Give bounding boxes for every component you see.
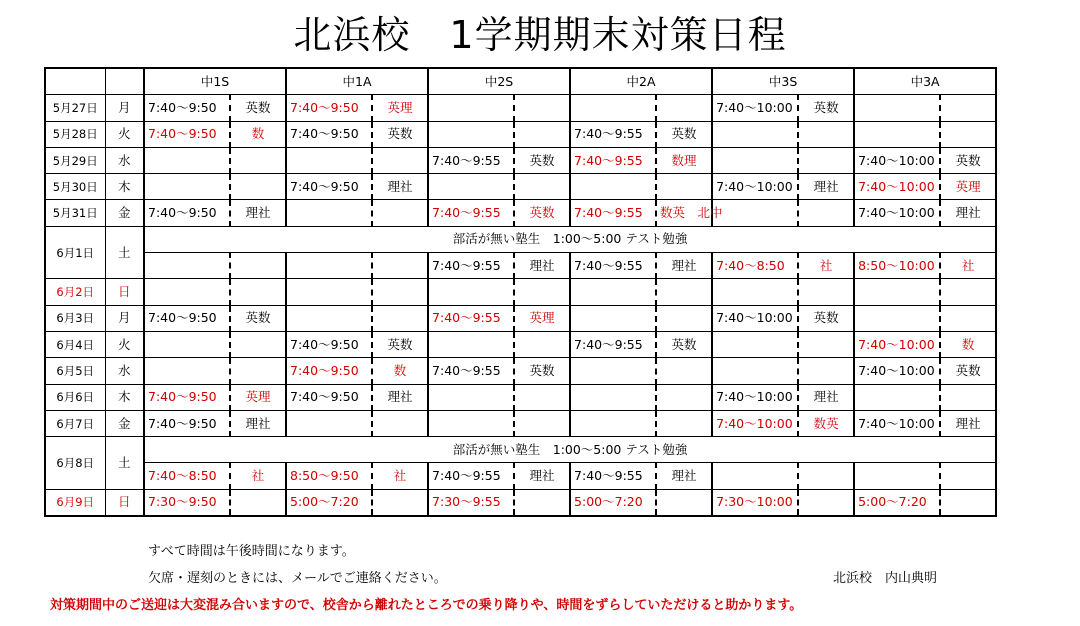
session-time: 7:40～10:00	[854, 174, 940, 200]
session-time: 7:40～9:50	[286, 174, 372, 200]
session-time	[286, 147, 372, 173]
session-time: 7:40～9:50	[144, 121, 230, 147]
session-time: 7:40～9:50	[286, 95, 372, 121]
session-subject	[372, 305, 428, 331]
session-subject	[230, 358, 286, 384]
session-subject: 数	[372, 358, 428, 384]
session-subject: 理社	[656, 463, 712, 489]
session-subject	[514, 489, 570, 516]
table-row	[45, 410, 996, 436]
session-time: 7:40～9:50	[144, 305, 230, 331]
table-row	[45, 253, 996, 279]
session-time: 7:40～8:50	[712, 253, 798, 279]
session-time: 7:40～10:00	[854, 331, 940, 357]
session-time: 7:40～10:00	[712, 305, 798, 331]
session-time: 7:40～9:55	[428, 200, 514, 226]
session-subject	[940, 305, 996, 331]
session-subject	[940, 279, 996, 305]
session-subject: 理社	[798, 174, 854, 200]
session-subject	[798, 463, 854, 489]
session-subject: 社	[372, 463, 428, 489]
session-time: 7:40～9:55	[428, 358, 514, 384]
session-subject	[372, 279, 428, 305]
header-class: 中1A	[286, 68, 428, 95]
header-class: 中2A	[570, 68, 712, 95]
header-blank	[45, 68, 105, 95]
session-time: 5:00～7:20	[854, 489, 940, 516]
row-weekday: 火	[105, 121, 144, 147]
session-time	[854, 384, 940, 410]
row-date: 5月31日	[45, 200, 105, 226]
row-weekday: 月	[105, 95, 144, 121]
session-subject	[230, 279, 286, 305]
session-time: 7:40～9:55	[570, 253, 656, 279]
session-subject	[230, 331, 286, 357]
session-time	[712, 358, 798, 384]
session-time	[286, 253, 372, 279]
table-row	[45, 200, 996, 226]
session-subject	[230, 253, 286, 279]
session-subject: 理社	[656, 253, 712, 279]
session-subject	[798, 200, 854, 226]
session-subject: 数理	[656, 147, 712, 173]
session-subject	[514, 410, 570, 436]
session-subject: 社	[798, 253, 854, 279]
session-subject: 理社	[940, 410, 996, 436]
session-time	[286, 279, 372, 305]
row-weekday: 土	[105, 437, 144, 490]
row-weekday: 水	[105, 358, 144, 384]
banner-study-session: 部活が無い塾生 1:00～5:00 テスト勉強	[144, 437, 996, 463]
session-time	[854, 305, 940, 331]
session-subject	[372, 200, 428, 226]
session-time	[428, 279, 514, 305]
session-time: 7:40～10:00	[854, 200, 940, 226]
session-subject	[230, 489, 286, 516]
session-subject	[940, 95, 996, 121]
session-subject	[372, 253, 428, 279]
session-time: 7:40～9:55	[570, 121, 656, 147]
session-time	[428, 410, 514, 436]
session-subject	[656, 95, 712, 121]
session-subject	[372, 410, 428, 436]
session-time	[286, 200, 372, 226]
session-time	[570, 279, 656, 305]
session-subject	[372, 489, 428, 516]
row-weekday: 木	[105, 384, 144, 410]
session-time: 8:50～10:00	[854, 253, 940, 279]
session-time	[712, 200, 798, 226]
session-time: 7:40～9:55	[428, 147, 514, 173]
row-date: 5月28日	[45, 121, 105, 147]
session-subject: 英数	[656, 331, 712, 357]
session-time	[854, 279, 940, 305]
session-subject: 英数	[372, 121, 428, 147]
row-date: 6月2日	[45, 279, 105, 305]
session-time: 7:40～8:50	[144, 463, 230, 489]
session-subject: 理社	[514, 253, 570, 279]
session-subject: 英数	[940, 147, 996, 173]
session-subject: 英理	[372, 95, 428, 121]
session-time: 7:40～9:50	[286, 384, 372, 410]
session-time	[570, 358, 656, 384]
session-time: 7:40～9:55	[570, 463, 656, 489]
table-row	[45, 305, 996, 331]
session-subject: 英数	[798, 95, 854, 121]
session-time	[428, 95, 514, 121]
row-weekday: 日	[105, 279, 144, 305]
table-row	[45, 384, 996, 410]
table-row	[45, 358, 996, 384]
session-subject	[514, 279, 570, 305]
session-time: 7:40～9:55	[570, 200, 656, 226]
session-subject: 英数	[514, 358, 570, 384]
session-time	[712, 463, 798, 489]
session-subject: 英理	[230, 384, 286, 410]
session-time	[428, 384, 514, 410]
session-subject	[372, 147, 428, 173]
session-subject	[798, 147, 854, 173]
session-time	[570, 174, 656, 200]
session-subject	[798, 358, 854, 384]
session-subject: 理社	[798, 384, 854, 410]
header-class: 中1S	[144, 68, 286, 95]
session-subject	[514, 331, 570, 357]
session-time	[144, 279, 230, 305]
session-subject: 英数	[656, 121, 712, 147]
session-time: 7:40～10:00	[854, 410, 940, 436]
row-weekday: 火	[105, 331, 144, 357]
session-time	[570, 410, 656, 436]
session-subject: 社	[940, 253, 996, 279]
session-subject	[940, 489, 996, 516]
session-time	[570, 305, 656, 331]
session-time	[854, 463, 940, 489]
session-time: 7:40～9:55	[428, 463, 514, 489]
row-date: 6月9日	[45, 489, 105, 516]
header-row	[45, 68, 996, 95]
row-weekday: 水	[105, 147, 144, 173]
row-date: 5月30日	[45, 174, 105, 200]
row-weekday: 金	[105, 200, 144, 226]
session-subject	[656, 305, 712, 331]
session-time: 7:40～10:00	[712, 384, 798, 410]
session-time: 5:00～7:20	[286, 489, 372, 516]
session-subject: 英数	[940, 358, 996, 384]
session-time: 7:40～9:55	[570, 147, 656, 173]
session-subject	[940, 463, 996, 489]
row-date: 6月3日	[45, 305, 105, 331]
row-date: 6月1日	[45, 226, 105, 279]
session-time	[144, 174, 230, 200]
session-subject: 英数	[372, 331, 428, 357]
table-row	[45, 279, 996, 305]
schedule-table	[44, 67, 997, 517]
session-subject: 理社	[372, 384, 428, 410]
session-time: 7:40～9:50	[144, 410, 230, 436]
row-date: 6月5日	[45, 358, 105, 384]
session-subject: 英数	[798, 305, 854, 331]
header-class: 中3A	[854, 68, 996, 95]
session-time	[286, 410, 372, 436]
session-time: 7:30～9:50	[144, 489, 230, 516]
banner-study-session: 部活が無い塾生 1:00～5:00 テスト勉強	[144, 226, 996, 252]
note-afternoon: すべて時間は午後時間になります。	[148, 544, 355, 559]
header-class: 中3S	[712, 68, 854, 95]
session-time	[144, 358, 230, 384]
session-time	[854, 95, 940, 121]
session-time: 7:40～9:50	[144, 384, 230, 410]
session-subject	[798, 331, 854, 357]
session-subject: 社	[230, 463, 286, 489]
session-subject: 英数	[514, 200, 570, 226]
session-time	[712, 331, 798, 357]
session-time	[854, 121, 940, 147]
session-subject	[514, 121, 570, 147]
header-blank	[105, 68, 144, 95]
session-time	[428, 331, 514, 357]
page-title: 北浜校 1学期期末対策日程	[293, 13, 787, 57]
session-time	[428, 121, 514, 147]
session-subject: 数	[230, 121, 286, 147]
session-time	[570, 384, 656, 410]
session-time: 8:50～9:50	[286, 463, 372, 489]
session-subject: 数	[940, 331, 996, 357]
session-time	[286, 305, 372, 331]
session-subject	[798, 121, 854, 147]
header-class: 中2S	[428, 68, 570, 95]
row-date: 6月6日	[45, 384, 105, 410]
row-weekday: 土	[105, 226, 144, 279]
row-date: 6月7日	[45, 410, 105, 436]
table-row	[45, 226, 996, 252]
session-subject	[514, 95, 570, 121]
row-weekday: 木	[105, 174, 144, 200]
row-weekday: 日	[105, 489, 144, 516]
session-subject: 理社	[940, 200, 996, 226]
row-date: 5月27日	[45, 95, 105, 121]
session-time: 7:40～10:00	[854, 358, 940, 384]
session-subject: 数英	[798, 410, 854, 436]
session-time: 7:40～10:00	[854, 147, 940, 173]
session-subject: 数英 北中	[656, 200, 712, 226]
table-row	[45, 331, 996, 357]
table-row	[45, 147, 996, 173]
session-time	[712, 121, 798, 147]
session-subject	[656, 489, 712, 516]
session-subject	[656, 358, 712, 384]
session-subject: 英理	[940, 174, 996, 200]
session-time	[712, 279, 798, 305]
table-row	[45, 463, 996, 489]
table-row	[45, 489, 996, 516]
session-subject	[656, 384, 712, 410]
session-time	[428, 174, 514, 200]
table-row	[45, 95, 996, 121]
session-subject: 理社	[230, 200, 286, 226]
session-time: 7:40～10:00	[712, 410, 798, 436]
session-subject	[230, 174, 286, 200]
session-time	[144, 253, 230, 279]
session-time: 7:40～9:50	[286, 121, 372, 147]
row-date: 5月29日	[45, 147, 105, 173]
session-time: 7:40～9:50	[286, 358, 372, 384]
signature: 北浜校 内山典明	[833, 571, 938, 586]
row-weekday: 月	[105, 305, 144, 331]
session-subject	[656, 174, 712, 200]
session-time: 7:30～9:55	[428, 489, 514, 516]
table-row	[45, 174, 996, 200]
session-time: 7:40～9:55	[428, 305, 514, 331]
session-subject	[514, 174, 570, 200]
note-contact: 欠席・遅刻のときには、メールでご連絡ください。	[148, 571, 447, 586]
session-time	[144, 147, 230, 173]
session-time	[712, 147, 798, 173]
session-subject: 理社	[230, 410, 286, 436]
session-subject: 英理	[514, 305, 570, 331]
session-subject	[798, 279, 854, 305]
session-time	[144, 331, 230, 357]
session-time: 7:40～9:55	[570, 331, 656, 357]
session-time: 7:40～10:00	[712, 174, 798, 200]
session-subject	[940, 384, 996, 410]
session-subject	[230, 147, 286, 173]
session-subject	[656, 410, 712, 436]
row-date: 6月8日	[45, 437, 105, 490]
table-row	[45, 121, 996, 147]
session-subject	[656, 279, 712, 305]
session-subject	[940, 121, 996, 147]
session-time	[570, 95, 656, 121]
note-pickup-warning: 対策期間中のご送迎は大変混み合いますので、校舎から離れたところでの乗り降りや、時間をずらしていただけると助かります。	[50, 598, 803, 613]
session-time: 7:40～9:55	[428, 253, 514, 279]
session-subject	[514, 384, 570, 410]
session-subject: 理社	[372, 174, 428, 200]
session-subject	[798, 489, 854, 516]
table-row	[45, 437, 996, 463]
session-time: 5:00～7:20	[570, 489, 656, 516]
session-time: 7:40～9:50	[286, 331, 372, 357]
session-subject: 理社	[514, 463, 570, 489]
session-time: 7:40～10:00	[712, 95, 798, 121]
session-time: 7:30～10:00	[712, 489, 798, 516]
session-subject: 英数	[230, 305, 286, 331]
row-date: 6月4日	[45, 331, 105, 357]
session-time: 7:40～9:50	[144, 95, 230, 121]
row-weekday: 金	[105, 410, 144, 436]
session-time: 7:40～9:50	[144, 200, 230, 226]
session-subject: 英数	[514, 147, 570, 173]
session-subject: 英数	[230, 95, 286, 121]
